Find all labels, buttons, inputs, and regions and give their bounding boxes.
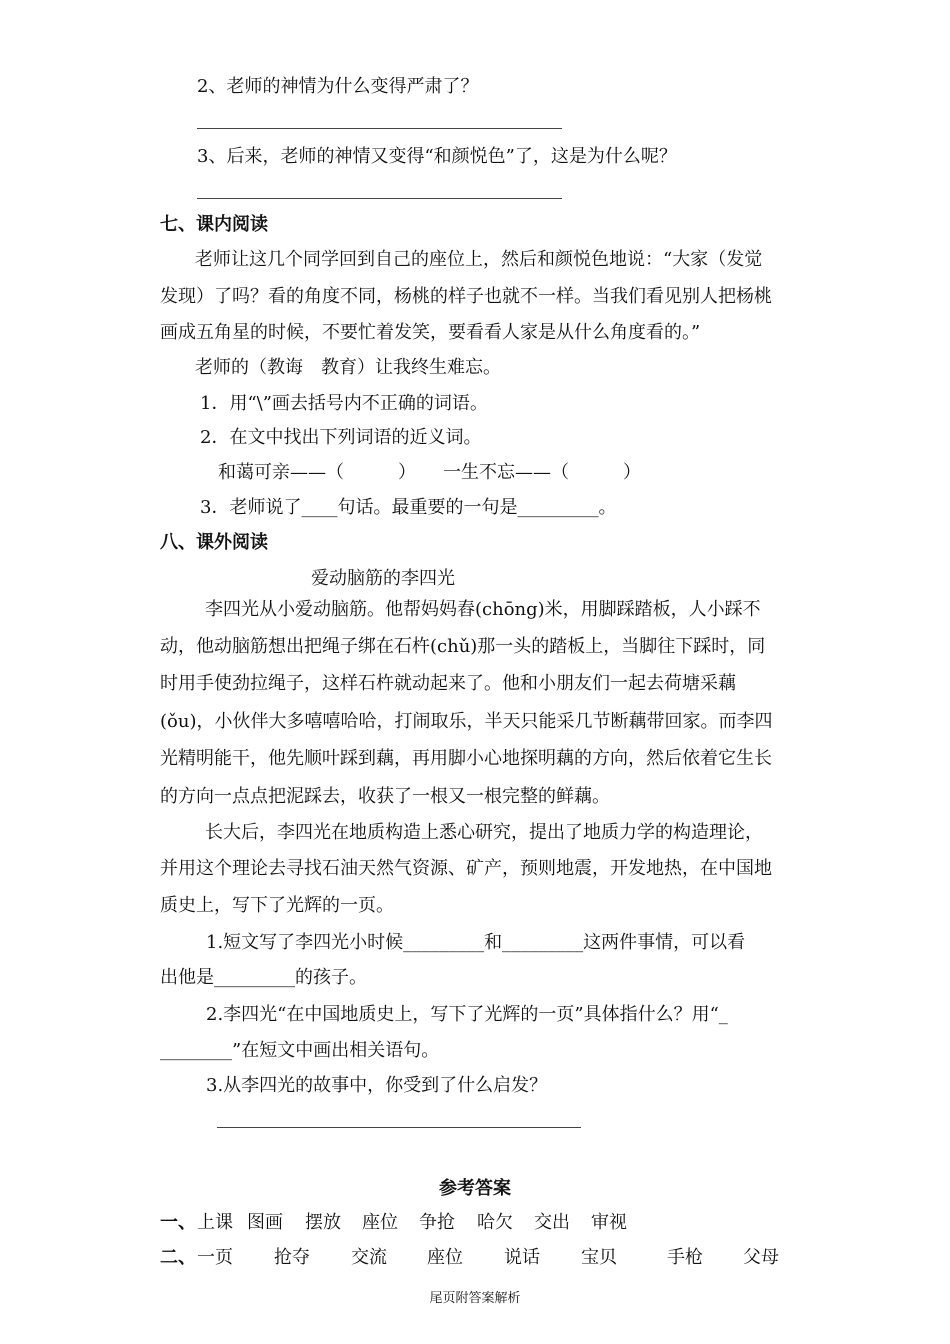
question-2: 2、老师的神情为什么变得严肃了？ [197, 76, 479, 97]
answer-word: 上课 [197, 1212, 233, 1233]
answer-word: 审视 [591, 1212, 627, 1233]
question-1-cont: 出他是_________的孩子。 [160, 967, 367, 988]
answer-word: 一页 [197, 1247, 233, 1268]
question-1: 1．用“\”画去括号内不正确的词语。 [200, 393, 488, 414]
answer-word: 摆放 [305, 1212, 341, 1233]
passage-line: 时用手使劲拉绳子，这样石杵就动起来了。他和小朋友们一起去荷塘采藕 [160, 673, 736, 694]
question-3: 3.从李四光的故事中，你受到了什么启发？ [206, 1075, 548, 1096]
answer-word: 父母 [743, 1247, 779, 1268]
answers-title: 参考答案 [439, 1178, 511, 1199]
passage-line: (ǒu)，小伙伴大多嘻嘻哈哈，打闹取乐，半天只能采几节断藕带回家。而李四 [160, 711, 773, 732]
passage-line: 光精明能干，他先顺叶踩到藕，再用脚小心地探明藕的方向，然后依着它生长 [160, 748, 772, 769]
answer-word: 哈欠 [477, 1212, 513, 1233]
passage-line: 长大后，李四光在地质构造上悉心研究，提出了地质力学的构造理论， [205, 822, 763, 843]
answer-word: 说话 [504, 1247, 540, 1268]
passage-line: 的方向一点点把泥踩去，收获了一根又一根完整的鲜藕。 [160, 786, 610, 807]
section-title-7: 七、课内阅读 [160, 214, 268, 235]
passage-line: 质史上，写下了光辉的一页。 [160, 895, 394, 916]
passage-line: 老师让这几个同学回到自己的座位上，然后和颜悦色地说：“大家（发觉 [195, 249, 763, 270]
passage-line: 画成五角星的时候，不要忙着发笑，要看看人家是从什么角度看的。” [160, 322, 701, 343]
answer-word: 手枪 [667, 1247, 703, 1268]
question-2: 2．在文中找出下列词语的近义词。 [200, 427, 482, 448]
section-title-8: 八、课外阅读 [160, 532, 268, 553]
answer-word: 交流 [351, 1247, 387, 1268]
passage-line: 李四光从小爱动脑筋。他帮妈妈舂(chōng)米，用脚踩踏板，人小踩不 [205, 599, 761, 620]
passage-line: 并用这个理论去寻找石油天然气资源、矿产，预则地震，开发地热，在中国地 [160, 858, 772, 879]
passage-line: 发现）了吗？看的角度不同，杨桃的样子也就不一样。当我们看见别人把杨桃 [160, 286, 772, 307]
answers-row-label: 二、 [160, 1247, 196, 1268]
answer-word: 交出 [534, 1212, 570, 1233]
answer-line[interactable] [197, 128, 562, 129]
story-title: 爱动脑筋的李四光 [311, 568, 455, 589]
answer-word: 宝贝 [581, 1247, 617, 1268]
passage-line: 老师的（教诲 教育）让我终生难忘。 [195, 357, 501, 378]
question-2-cont: ________”在短文中画出相关语句。 [160, 1040, 440, 1061]
passage-line: 动，他动脑筋想出把绳子绑在石杵(chǔ)那一头的踏板上，当脚往下踩时，同 [160, 636, 766, 657]
answer-word: 争抢 [419, 1212, 455, 1233]
answer-line[interactable] [197, 198, 562, 199]
question-1: 1.短文写了李四光小时候_________和_________这两件事情，可以看 [206, 932, 746, 953]
answer-line[interactable] [217, 1127, 581, 1128]
answer-word: 座位 [427, 1247, 463, 1268]
answers-row-label: 一、 [160, 1212, 196, 1233]
question-2: 2.李四光“在中国地质史上，写下了光辉的一页”具体指什么？用“_ [206, 1004, 728, 1025]
question-3: 3．老师说了____句话。最重要的一句是_________。 [200, 497, 617, 518]
answer-word: 座位 [362, 1212, 398, 1233]
question-3: 3、后来，老师的神情又变得“和颜悦色”了，这是为什么呢？ [197, 146, 677, 167]
page-footer: 尾页附答案解析 [429, 1291, 521, 1306]
synonym-items: 和蔼可亲——（ ） 一生不忘——（ ） [218, 462, 641, 483]
answer-word: 抢夺 [274, 1247, 310, 1268]
answer-word: 图画 [247, 1212, 283, 1233]
